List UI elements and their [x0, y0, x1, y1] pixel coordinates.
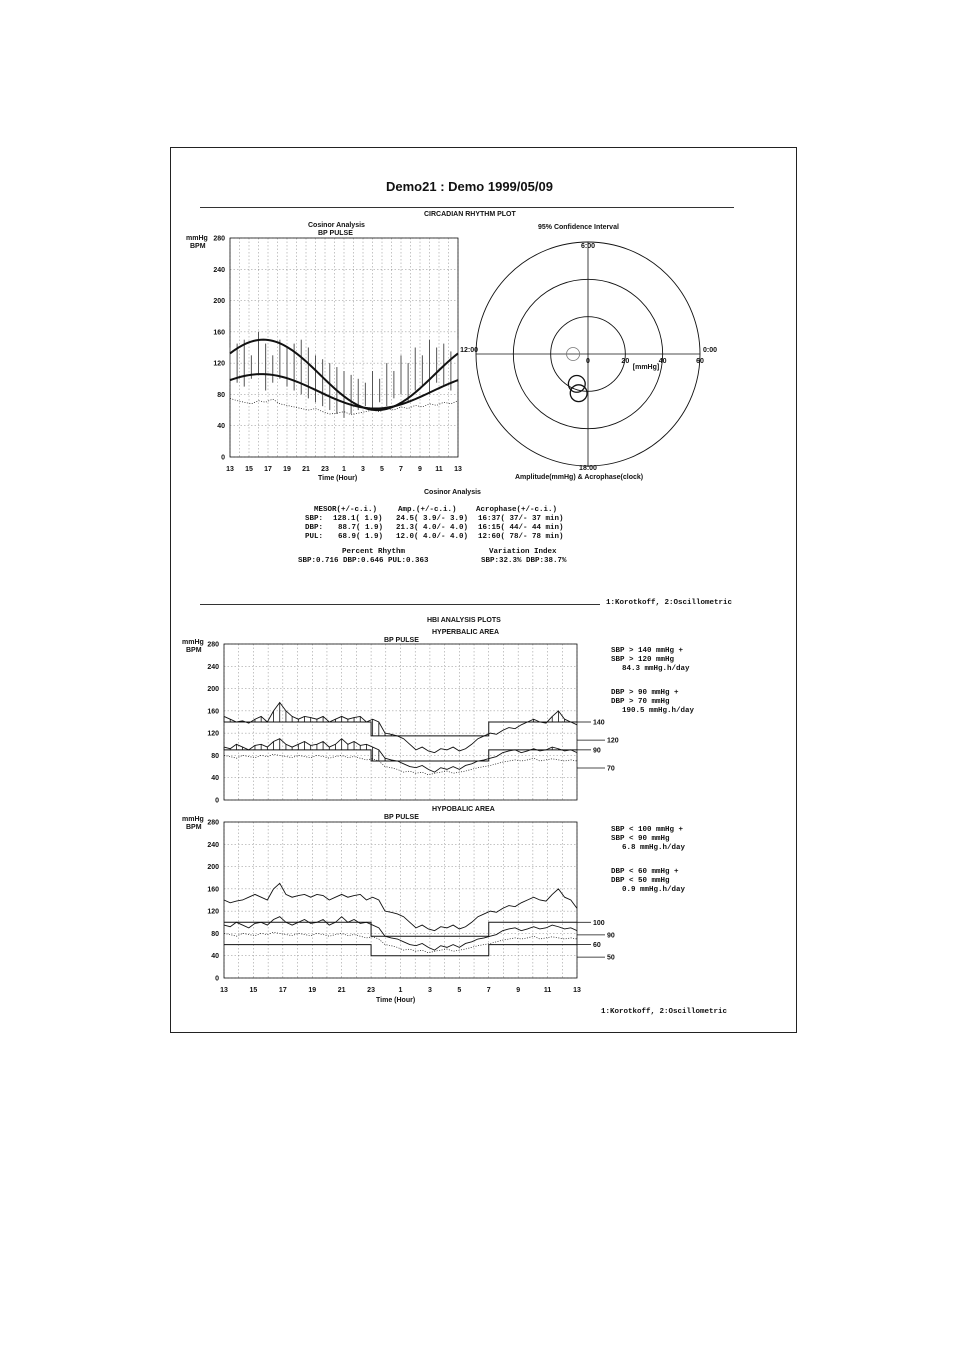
y-tick-label: 280	[213, 235, 225, 243]
row-acro-dbp: 16:15( 44/- 44 min)	[478, 524, 564, 532]
x-tick-label: 3	[361, 466, 365, 473]
hyper-subtitle: BP PULSE	[384, 637, 419, 644]
hyper-ylabel-mmhg: mmHg	[182, 639, 204, 646]
x-tick-label: 9	[418, 466, 422, 473]
threshold-label: 70	[607, 765, 615, 773]
hypo-legend-sbp-3: 6.8 mmHg.h/day	[622, 844, 686, 852]
hypo-legend-dbp-2: DBP < 50 mmHg	[611, 877, 670, 885]
y-tick-label: 200	[207, 864, 219, 872]
cosinor-table-title: Cosinor Analysis	[424, 489, 481, 496]
hypobaric-chart	[196, 814, 626, 1004]
y-tick-label: 240	[207, 841, 219, 849]
mesor-header: MESOR(+/-c.i.)	[314, 506, 378, 514]
row-acro-pul: 12:60( 78/- 78 min)	[478, 533, 564, 541]
hyper-title: HYPERBALIC AREA	[432, 629, 500, 636]
y-tick-label: 40	[211, 953, 219, 961]
cosinor-title: Cosinor Analysis	[308, 222, 365, 229]
x-tick-label: 17	[264, 466, 272, 473]
report-title: Demo21 : Demo 1999/05/09	[386, 179, 553, 194]
x-tick-label: 1	[398, 987, 403, 994]
cosinor-subtitle: BP PULSE	[318, 230, 353, 237]
section-title-circadian: CIRCADIAN RHYTHM PLOT	[424, 211, 516, 218]
polar-title: 95% Confidence Interval	[538, 224, 619, 231]
x-tick-label: 3	[427, 987, 432, 994]
hyper-legend-sbp-1: SBP > 140 mmHg +	[611, 647, 684, 655]
variation-index-values: SBP:32.3% DBP:38.7%	[481, 557, 567, 565]
cosinor-chart	[200, 228, 470, 488]
threshold-label: 120	[607, 737, 619, 745]
x-tick-label: 13	[220, 987, 228, 994]
polar-xlabel: Amplitude(mmHg) & Acrophase(clock)	[515, 474, 644, 481]
x-tick-label: 11	[543, 987, 552, 994]
hyper-ylabel-bpm: BPM	[186, 647, 202, 654]
footnote-top: 1:Korotkoff, 2:Oscillometric	[606, 599, 733, 607]
x-tick-label: 13	[573, 987, 581, 994]
row-label-sbp: SBP:	[305, 515, 324, 523]
clock-label-right: 0:00	[703, 347, 718, 354]
y-tick-label: 160	[207, 708, 219, 716]
hypo-title: HYPOBALIC AREA	[432, 806, 495, 813]
cosinor-ylabel-mmhg: mmHg	[186, 235, 208, 242]
x-tick-label: 7	[399, 466, 403, 473]
x-tick-label: 13	[454, 466, 462, 473]
x-tick-label: 19	[308, 987, 317, 994]
middle-rule	[200, 604, 600, 605]
y-tick-label: 0	[215, 797, 219, 805]
hyper-legend-sbp-3: 84.3 mmHg.h/day	[622, 665, 690, 673]
threshold-label: 60	[593, 942, 601, 950]
y-tick-label: 240	[213, 266, 225, 274]
hyperbaric-chart	[196, 636, 626, 812]
hyper-legend-dbp-3: 190.5 mmHg.h/day	[622, 707, 695, 715]
x-tick-label: 21	[337, 987, 346, 994]
row-amp-sbp: 24.5( 3.9/- 3.9)	[396, 515, 469, 523]
y-tick-label: 120	[207, 730, 219, 738]
y-tick-label: 0	[221, 454, 225, 462]
dbp-threshold-line	[224, 945, 577, 956]
row-acro-sbp: 16:37( 37/- 37 min)	[478, 515, 564, 523]
x-tick-label: 17	[278, 987, 287, 994]
polar-chart	[460, 230, 732, 480]
y-tick-label: 280	[207, 819, 219, 827]
x-tick-label: 5	[380, 466, 384, 473]
row-mesor-dbp: 88.7( 1.9)	[338, 524, 384, 532]
percent-rhythm-values: SBP:0.716 DBP:0.646 PUL:0.363	[298, 557, 429, 565]
y-tick-label: 80	[211, 930, 219, 938]
x-tick-label: 19	[283, 466, 291, 473]
hypo-ylabel-bpm: BPM	[186, 824, 202, 831]
variation-index-title: Variation Index	[489, 548, 557, 556]
row-amp-pul: 12.0( 4.0/- 4.0)	[396, 533, 469, 541]
y-tick-label: 0	[215, 975, 219, 983]
y-tick-label: 160	[213, 329, 225, 337]
x-tick-label: 15	[249, 987, 258, 994]
hyper-legend-sbp-2: SBP > 120 mmHg	[611, 656, 675, 664]
x-tick-label: 21	[302, 466, 310, 473]
percent-rhythm-title: Percent Rhythm	[342, 548, 406, 556]
hypo-subtitle: BP PULSE	[384, 814, 419, 821]
y-tick-label: 40	[217, 423, 225, 431]
row-label-pul: PUL:	[305, 533, 324, 541]
polar-ring-label: 0	[586, 358, 590, 365]
x-tick-label: 9	[516, 987, 521, 994]
sbp-trace	[224, 703, 577, 753]
footnote-bottom: 1:Korotkoff, 2:Oscillometric	[601, 1008, 728, 1016]
cosinor-xlabel: Time (Hour)	[318, 475, 358, 482]
polar-ring-label: 20	[621, 358, 630, 365]
x-tick-label: 23	[367, 987, 375, 994]
polar-ring-label: 40	[658, 358, 667, 365]
y-tick-label: 280	[207, 641, 219, 649]
y-tick-label: 200	[207, 686, 219, 694]
threshold-label: 90	[593, 747, 601, 755]
hyper-legend-dbp-1: DBP > 90 mmHg +	[611, 689, 679, 697]
threshold-label: 50	[607, 954, 615, 962]
threshold-label: 100	[593, 919, 605, 927]
amp-header: Amp.(+/-c.i.)	[398, 506, 457, 514]
hypo-legend-sbp-1: SBP < 100 mmHg +	[611, 826, 684, 834]
y-tick-label: 240	[207, 663, 219, 671]
hypo-ylabel-mmhg: mmHg	[182, 816, 204, 823]
section-title-hbi: HBI ANALYSIS PLOTS	[427, 617, 501, 624]
acro-header: Acrophase(+/-c.i.)	[476, 506, 558, 514]
polar-ring-label: 60	[696, 358, 704, 365]
hyper-legend-dbp-2: DBP > 70 mmHg	[611, 698, 670, 706]
threshold-label: 140	[593, 719, 605, 727]
hypo-legend-sbp-2: SBP < 90 mmHg	[611, 835, 670, 843]
hypo-legend-dbp-1: DBP < 60 mmHg +	[611, 868, 679, 876]
row-label-dbp: DBP:	[305, 524, 324, 532]
y-tick-label: 80	[211, 752, 219, 760]
clock-label-left: 12:00	[460, 347, 478, 354]
cosinor-ylabel-bpm: BPM	[190, 243, 206, 250]
x-tick-label: 13	[226, 466, 234, 473]
y-tick-label: 200	[213, 298, 225, 306]
y-tick-label: 80	[217, 391, 225, 399]
x-tick-label: 1	[342, 466, 346, 473]
y-tick-label: 160	[207, 886, 219, 894]
threshold-label: 90	[607, 932, 615, 940]
clock-label-bottom: 18:00	[579, 465, 597, 472]
y-tick-label: 40	[211, 775, 219, 783]
hypo-xlabel: Time (Hour)	[376, 997, 416, 1004]
y-tick-label: 120	[207, 908, 219, 916]
header-rule	[200, 207, 734, 208]
row-amp-dbp: 21.3( 4.0/- 4.0)	[396, 524, 469, 532]
row-mesor-sbp: 128.1( 1.9)	[333, 515, 383, 523]
clock-label-top: 6:00	[580, 243, 596, 250]
x-tick-label: 7	[486, 987, 491, 994]
x-tick-label: 15	[245, 466, 253, 473]
y-tick-label: 120	[213, 360, 225, 368]
polar-unit-label: [mmHg]	[632, 364, 660, 371]
hypo-legend-dbp-3: 0.9 mmHg.h/day	[622, 886, 686, 894]
ci-ellipse-dbp	[570, 385, 587, 402]
row-mesor-pul: 68.9( 1.9)	[338, 533, 384, 541]
x-tick-label: 11	[435, 466, 443, 473]
x-tick-label: 5	[457, 987, 462, 994]
x-tick-label: 23	[321, 466, 329, 473]
